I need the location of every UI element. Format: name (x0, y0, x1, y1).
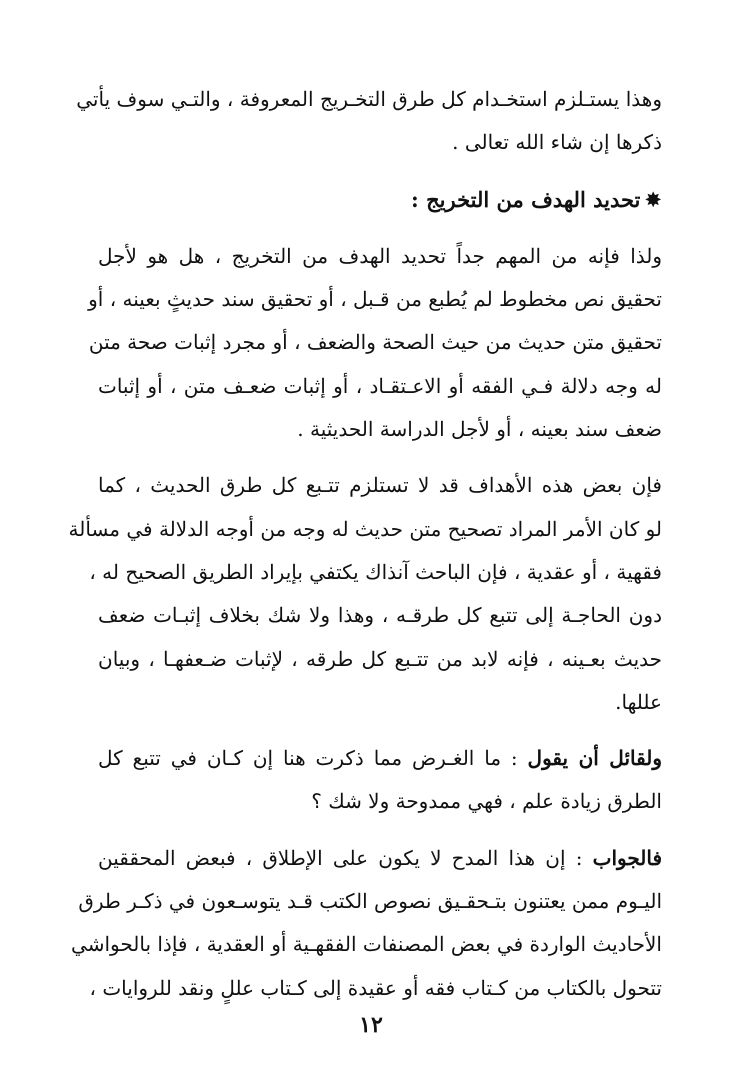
text-line: : ما الغـرض مما ذكرت هنا إن كـان في تتبع كل (98, 746, 528, 771)
text-line: الأحاديث الواردة في بعض المصنفات الفقهـية أو العقدية ، فإذا بالحواشي (71, 932, 662, 957)
answer-lead: فالجواب (592, 845, 662, 870)
text-line: فإن بعض هذه الأهداف قد لا تستلزم تتـبع كل طرق الحديث ، كما (98, 473, 662, 498)
page-number: ١٢ (359, 1012, 383, 1038)
paragraph (71, 837, 662, 1010)
text-line: ضعف سند بعينه ، أو لأجل الدراسة الحديثية . (297, 417, 662, 442)
text-line: تتحول بالكتاب من كـتاب فقه أو عقيدة إلى كـتاب عللٍ ونقد للروايات ، (89, 975, 662, 1000)
section-heading (98, 178, 662, 222)
star-bullet-icon: ✸ (644, 187, 662, 212)
paragraph (88, 235, 662, 451)
paragraph (98, 737, 662, 824)
heading-text: تحديد الهدف من التخريج : (411, 186, 641, 212)
text-line: له وجه دلالة فـي الفقه أو الاعـتقـاد ، أو إثبات ضعـف متن ، أو إثبات (98, 373, 662, 398)
body-text (68, 78, 662, 1010)
text-line: : إن هذا المدح لا يكون على الإطلاق ، فبعض المحققين (98, 845, 593, 870)
paragraph (68, 464, 662, 724)
text-line: الطرق زيادة علم ، فهي ممدوحة ولا شك ؟ (311, 789, 662, 814)
text-line: اليـوم ممن يعتنون بتـحقـيق نصوص الكتب قـد يتوسـعون في ذكـر طرق (78, 889, 662, 914)
paragraph (76, 78, 662, 165)
text-line: دون الحاجـة إلى تتبع كل طرقـه ، وهذا ولا شك بخلاف إثبـات ضعف (98, 603, 662, 628)
text-line: وهذا يستـلزم استخـدام كل طرق التخـريج المعروفة ، والتـي سوف يأتي (76, 87, 662, 111)
text-line: تحقيق نص مخطوط لم يُطبع من قـبل ، أو تحقيق سند حديثٍ بعينه ، أو (88, 287, 662, 312)
text-line: ولذا فإنه من المهم جداً تحديد الهدف من التخريج ، هل هو لأجل (98, 243, 662, 268)
text-line: فقهية ، أو عقدية ، فإن الباحث آنذاك يكتفي بإيراد الطريق الصحيح له ، (89, 559, 662, 584)
text-line: حديث بعـينه ، فإنه لابد من تتـبع كل طرقه ، لإثبات ضـعفهـا ، وبيان (98, 646, 662, 671)
question-lead: ولقائل أن يقول (527, 746, 662, 771)
text-line: تحقيق متن حديث من حيث الصحة والضعف ، أو مجرد إثبات صحة متن (88, 330, 662, 355)
text-line: ذكرها إن شاء الله تعالى . (452, 130, 662, 155)
text-line: عللها. (615, 689, 662, 714)
text-line: لو كان الأمر المراد تصحيح متن حديث له وجه من أوجه الدلالة في مسألة (68, 516, 662, 541)
